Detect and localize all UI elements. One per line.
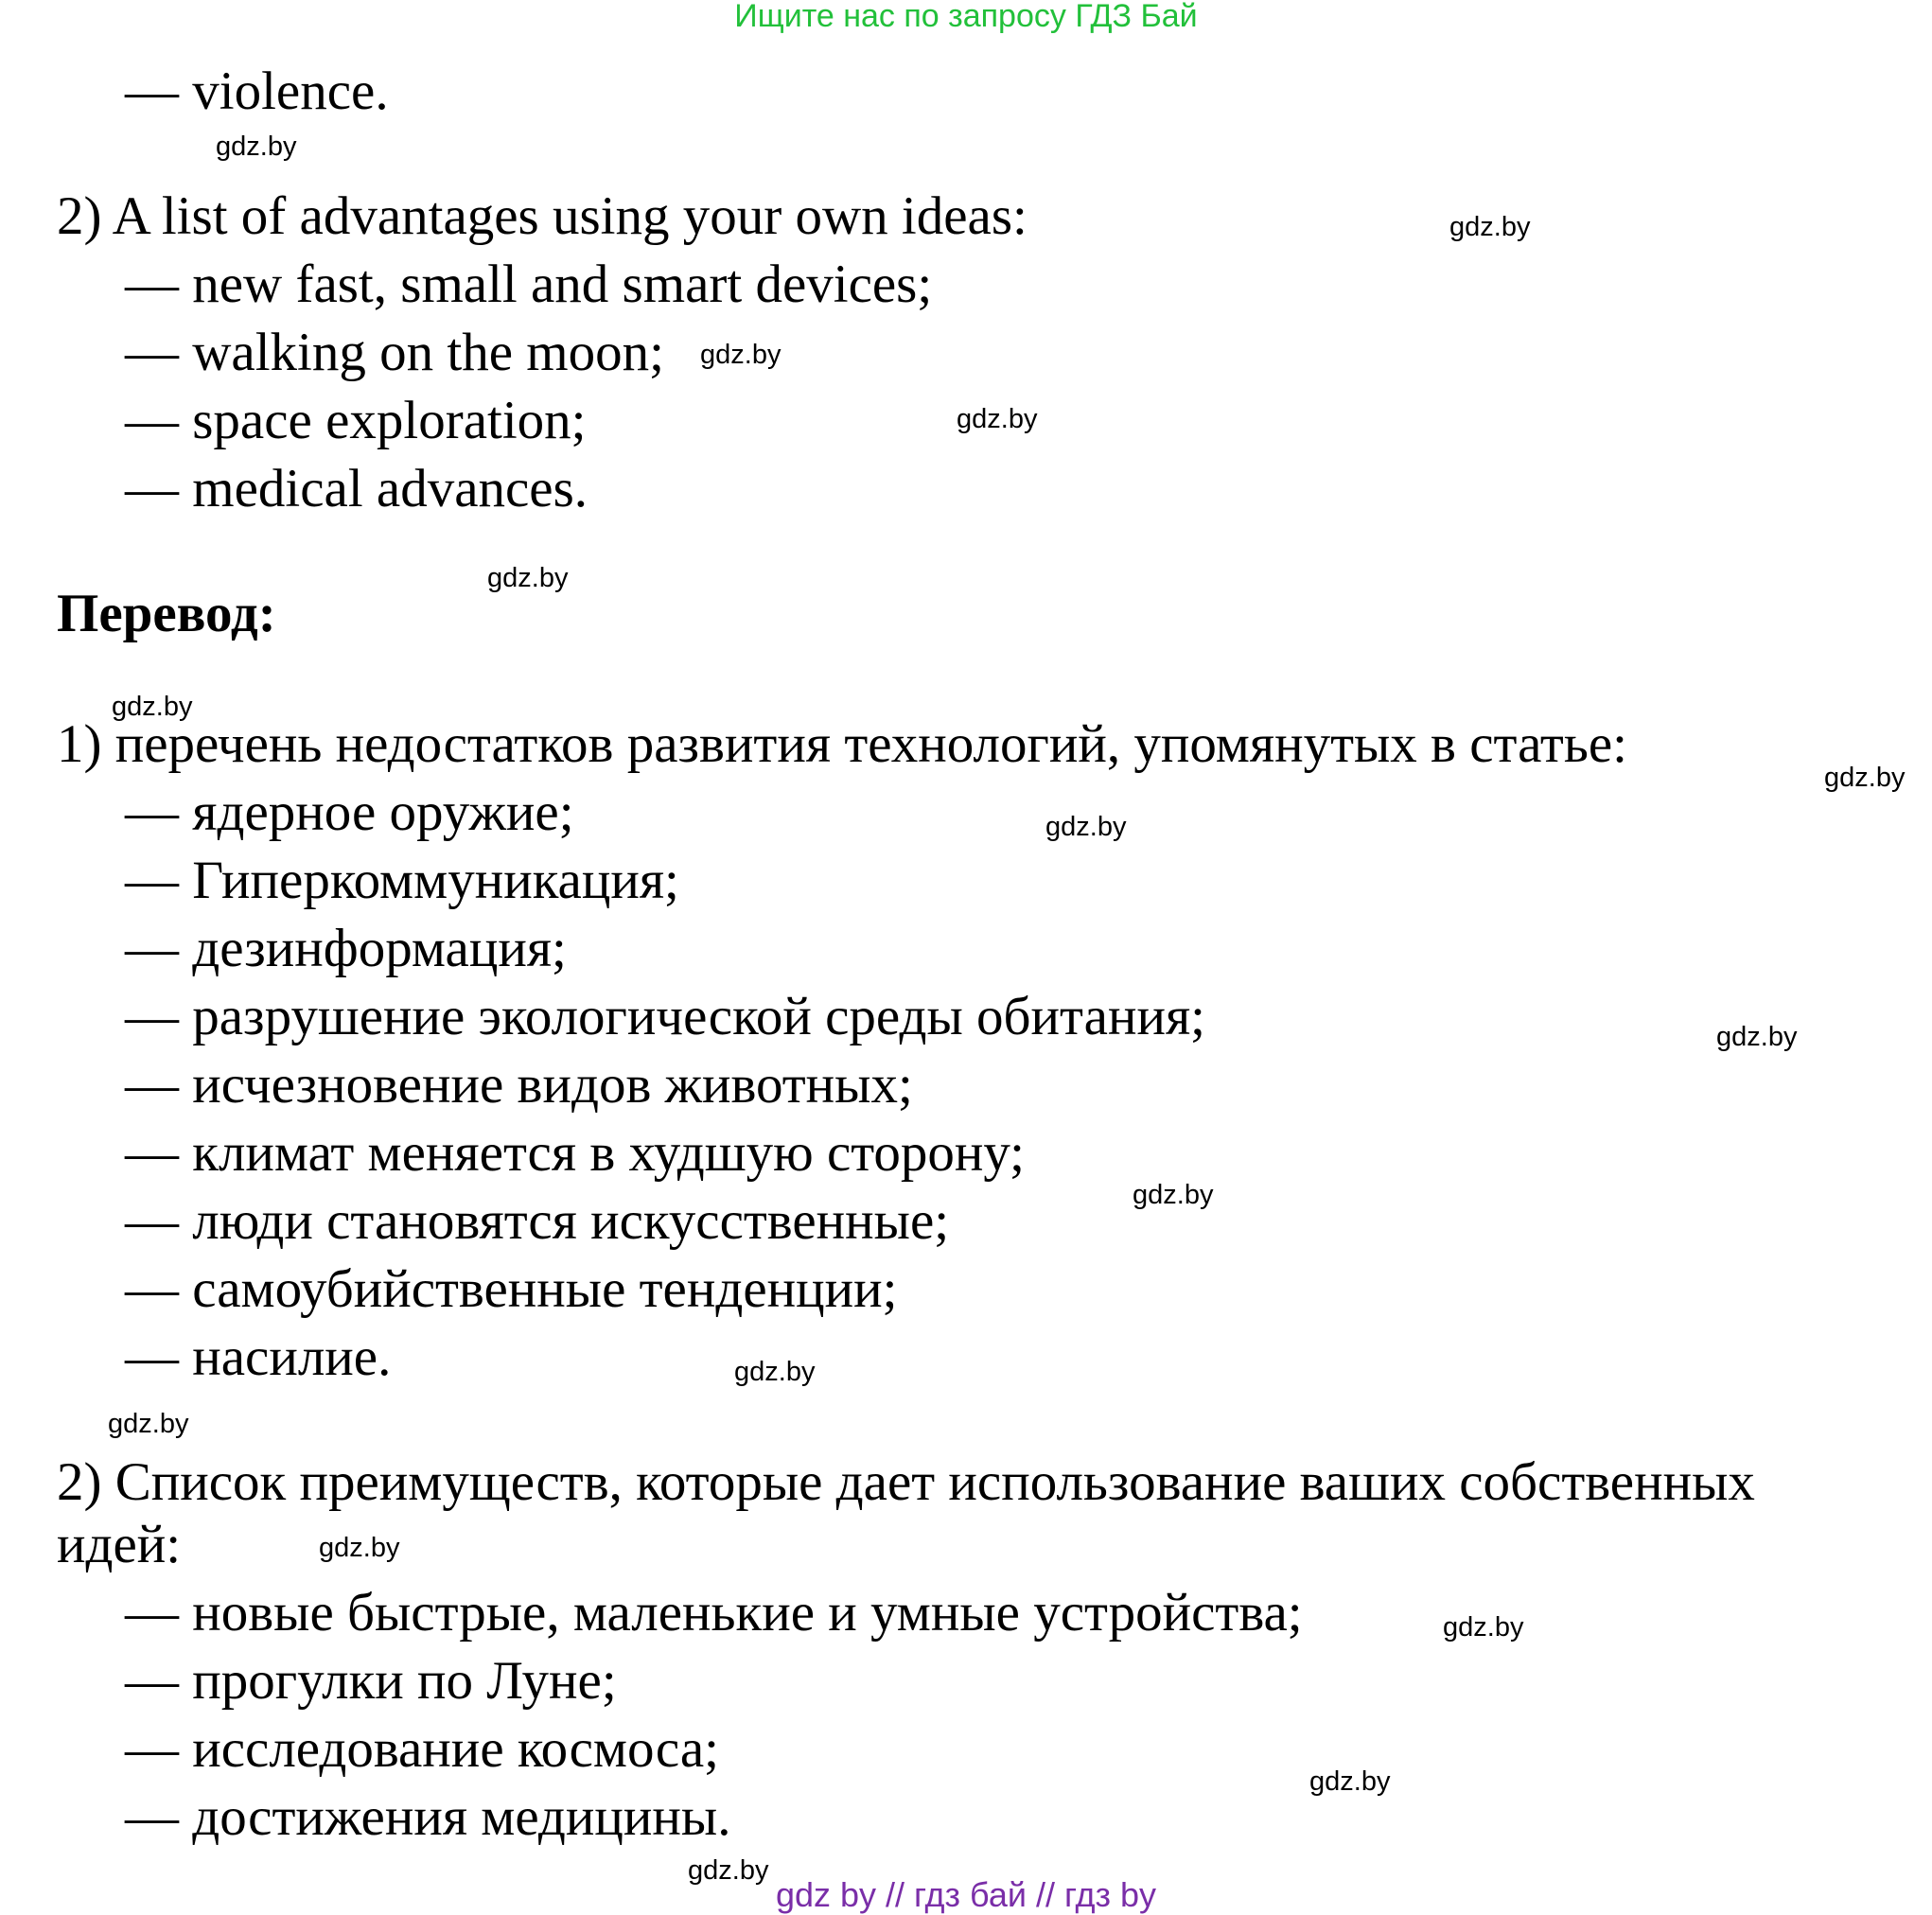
watermark: gdz.by [319,1533,400,1563]
watermark: gdz.by [1443,1612,1524,1643]
list-item: — walking on the moon; [125,323,664,382]
watermark: gdz.by [1133,1180,1214,1210]
list-item: — самоубийственные тенденции; [125,1259,898,1319]
translation-heading: Перевод: [57,584,276,643]
watermark: gdz.by [108,1409,189,1439]
watermark: gdz.by [112,692,193,722]
watermark: gdz.by [216,132,297,162]
top-banner[interactable]: Ищите нас по запросу ГДЗ Бай [734,0,1198,34]
list-item: — прогулки по Луне; [125,1651,617,1711]
list-item: — дезинформация; [125,919,567,978]
list-item: — климат меняется в худшую сторону; [125,1123,1025,1183]
list-item: — исследование космоса; [125,1719,720,1779]
watermark: gdz.by [688,1855,769,1886]
watermark: gdz.by [734,1357,816,1387]
watermark: gdz.by [700,340,782,370]
watermark: gdz.by [1045,812,1127,842]
footer-links[interactable]: gdz by // гдз бай // гдз by [775,1875,1157,1914]
list-item: — достижения медицины. [125,1787,731,1847]
watermark: gdz.by [1449,212,1531,242]
watermark: gdz.by [1716,1022,1798,1052]
watermark: gdz.by [1824,763,1906,793]
list-item: — medical advances. [125,459,588,518]
list-item: — насилие. [125,1327,392,1387]
advantages-heading-ru: 2) Список преимуществ, которые дает использование ваших собственных [57,1452,1755,1512]
list-item: — люди становятся искусственные; [125,1191,950,1251]
watermark: gdz.by [957,404,1038,434]
list-item: — исчезновение видов животных; [125,1055,913,1115]
advantages-heading-en: 2) A list of advantages using your own ideas: [57,186,1027,246]
watermark: gdz.by [1309,1766,1391,1797]
advantages-heading-ru-cont: идей: [57,1515,182,1574]
watermark: gdz.by [487,563,569,593]
list-item: — new fast, small and smart devices; [125,255,933,314]
list-item: — новые быстрые, маленькие и умные устройства; [125,1583,1303,1643]
list-item: — Гиперкоммуникация; [125,851,679,910]
list-item-violence: — violence. [125,61,389,121]
disadvantages-heading-ru: 1) перечень недостатков развития технологий, упомянутых в статье: [57,714,1627,774]
list-item: — разрушение экологической среды обитания; [125,987,1206,1046]
list-item: — ядерное оружие; [125,782,574,842]
list-item: — space exploration; [125,391,587,450]
